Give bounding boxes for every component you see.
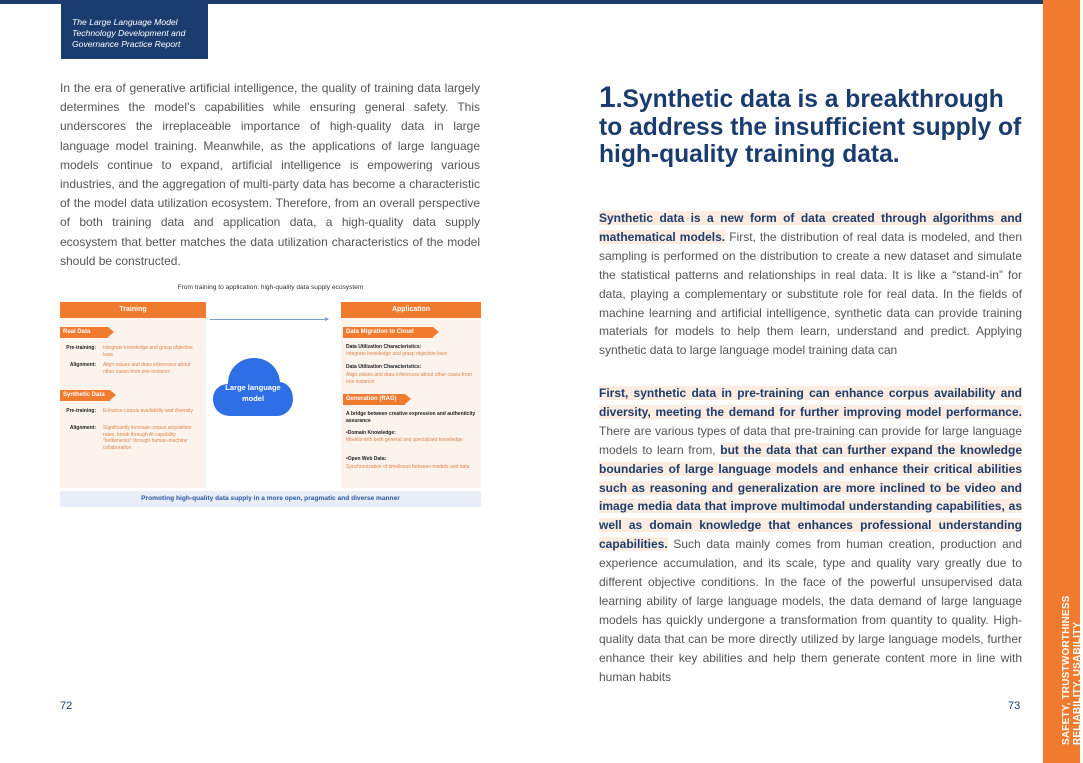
paragraph-2-highlight-1: First, synthetic data in pre-training can enhance corpus availability and diversity, meeting the demand for further improving model performance. (599, 386, 1022, 419)
real-data-tag: Real Data (60, 327, 108, 338)
web-text: Synchronization of timeliness between models and data (346, 464, 470, 470)
side-band-line-2: RELIABILITY, USABILITY (1072, 621, 1083, 745)
paragraph-2-text-2: Such data mainly comes from human creation, production and experience accumulation, and its scale, type and quality vary greatly due to different objective conditions. In the face of the powerful unsupervised data learning ability of large language models, the data demand of large language models has quickly undergone a transformation from quantity to quality. High-quality data that can be more directly utilized by large language models, further enhance their key abilities and help them generate content more in line with human habits (599, 537, 1022, 684)
paragraph-2-text-1: There are various types of data that pre-training can provide for large language models to learn from, (599, 423, 1022, 457)
domain-label: •Domain Knowledge: (346, 430, 396, 436)
intro-text: In the era of generative artificial intelligence, the quality of training data largely determines the model’s capabilities while ensuring general safety. This underscores the irreplaceable importance of high-quality data in large language model training. Meanwhile, as the applications of large language models continue to expand, artificial intelligence is empowering various industries, and the aggregation of multi-party data has become a characteristic of the model data utilization ecosystem. Therefore, from an overall perspective of both training data and application data, a high-quality data supply ecosystem that better matches the data utilization characteristics of the model should be constructed. (60, 81, 480, 268)
paragraph-2-highlight-2: but the data that can further expand the knowledge boundaries of large language models and enhance their critical abilities such as reasoning and generalization are more inclined to be video and image media data that improve multimodal understanding capabilities, as well as domain knowledge that enhances professional understanding capabilities. (599, 442, 1022, 552)
report-title-line-2: Technology Development and (72, 28, 186, 38)
paragraph-1-highlight: Synthetic data is a new form of data created through algorithms and mathematical models. (599, 211, 1022, 244)
heading-text: .Synthetic data is a breakthrough to address the insufficient supply of high-quality training data. (599, 86, 1022, 168)
figure-bottom-banner: Promoting high-quality data supply in a more open, pragmatic and diverse manner (60, 491, 481, 507)
report-title-line-1: The Large Language Model (72, 17, 178, 27)
page-number-left: 72 (60, 700, 73, 712)
center-label-line-2: model (241, 394, 265, 403)
center-label (213, 382, 293, 404)
center-label-line-1: Large language (225, 383, 281, 392)
report-title-line-3: Governance Practice Report (72, 39, 181, 49)
pretraining-label: Pre-training: (66, 345, 96, 351)
alignment-label: Alignment: (69, 362, 96, 368)
report-title-tag (61, 0, 208, 59)
pretraining-syn-text: Enhance corpus availability and diversity (103, 408, 194, 414)
domain-text: Models with both general and specialized knowledge (346, 437, 463, 443)
util-char-1: Data Utilization Characteristics: (346, 344, 422, 350)
training-header: Training (60, 302, 206, 318)
flow-arrow (210, 319, 328, 320)
heading-number: 1 (599, 81, 616, 114)
application-header: Application (341, 302, 481, 318)
intro-paragraph (60, 79, 480, 271)
section-heading (599, 81, 1024, 169)
figure-title: From training to application: high-quality data supply ecosystem (177, 284, 364, 291)
alignment-label-2: Alignment: (69, 425, 96, 431)
side-band-line-1: SAFETY, TRUSTWORTHINESS (1061, 595, 1072, 745)
migration-tag: Data Migration to Cloud (343, 327, 433, 338)
util-char-2: Data Utilization Characteristics: (346, 364, 422, 370)
pretraining-real-text: Integrate knowledge and grasp objective laws (103, 345, 193, 358)
pretraining-label-2: Pre-training: (66, 408, 96, 414)
alignment-syn-text: Significantly increase corpus acquisition rates, break through AI capability "bottlenecks" through human-machine collaboration (103, 425, 192, 451)
bridge-text: A bridge between creative expression and authenticity assurance (346, 411, 476, 424)
paragraph-1 (599, 209, 1022, 360)
ecosystem-figure (60, 284, 481, 507)
page-number-right: 73 (1008, 700, 1021, 712)
alignment-real-text: Align values and draw inferences about other cases from one instance (103, 362, 191, 375)
rag-tag: Generation (RAG) (343, 394, 405, 405)
synthetic-data-tag: Synthetic Data (60, 390, 110, 401)
util-val-2: Align values and draw inferences about other cases from one instance (346, 372, 472, 385)
util-val-1: Integrate knowledge and grasp objective laws (346, 351, 448, 357)
side-band-text (1061, 595, 1083, 745)
paragraph-2 (599, 384, 1022, 687)
web-label: •Open Web Data: (346, 456, 387, 462)
paragraph-1-text: First, the distribution of real data is modeled, and then sampling is performed on the distribution to create a new dataset and simulate the statistical patterns and relationships in real data. It is like a “stand-in” for data, playing a complementary or substitute role for real data. In the fields of machine learning and artificial intelligence, synthetic data can provide training materials for models to help them learn, understand and predict. Applying synthetic data to large language model training data can (599, 229, 1022, 358)
